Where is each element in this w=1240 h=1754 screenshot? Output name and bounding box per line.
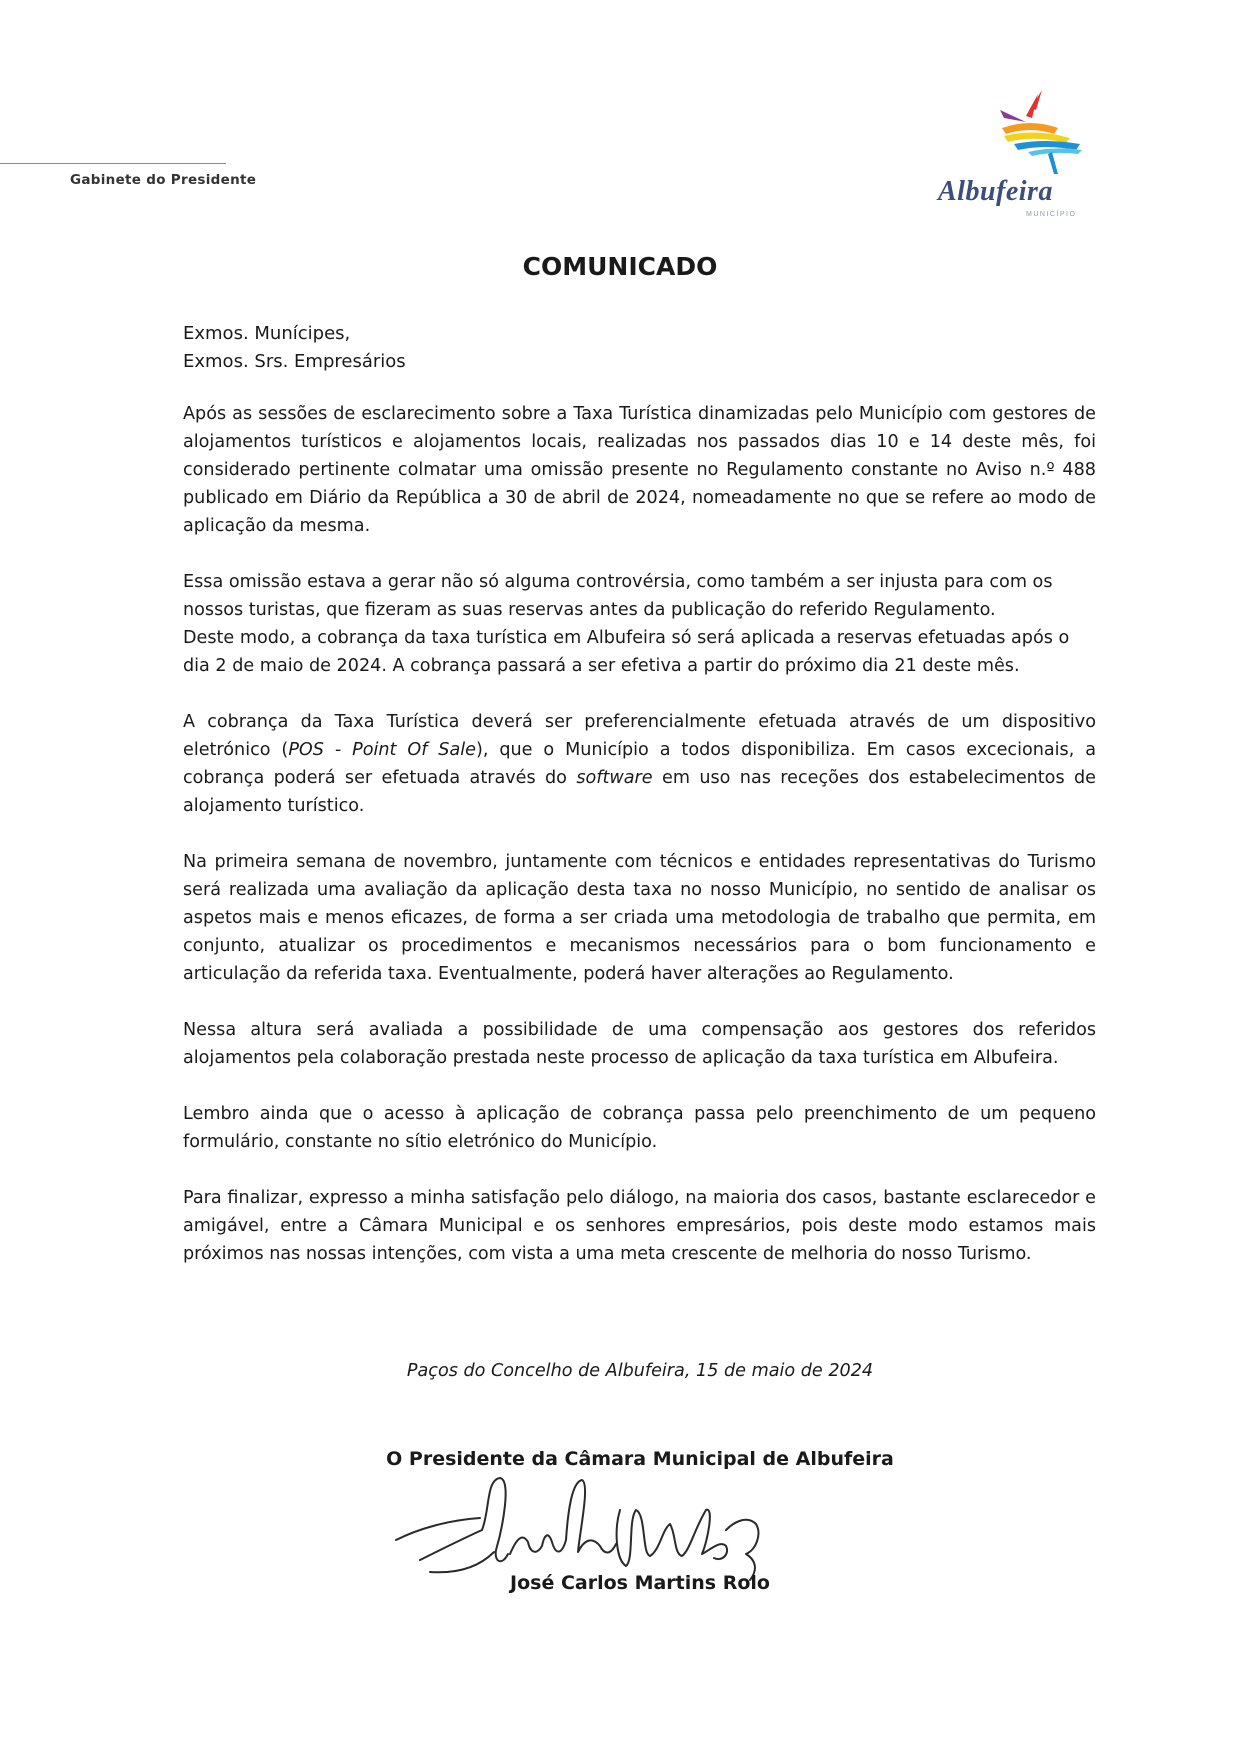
paragraph-1: Após as sessões de esclarecimento sobre a Taxa Turística dinamizadas pelo Município com gestores de alojamentos turísticos e alojamentos locais, realizadas nos passados dias 10 e 14 deste mês, foi considerado pertinente colmatar uma omissão presente no Regulamento constante no Aviso n.º 488 publicado em Diário da República a 30 de abril de 2024, nomeadamente no que se refere ao modo de aplicação da mesma. <box>183 404 1096 536</box>
logo-wordmark: Albufeira <box>938 176 1053 207</box>
document-title: COMUNICADO <box>522 252 718 281</box>
paragraph-2-line: Deste modo, a cobrança da taxa turística em Albufeira só será aplicada a reservas efetuadas após o <box>183 628 1070 648</box>
albufeira-logo <box>930 88 1130 218</box>
paragraph-2-line: nossos turistas, que fizeram as suas reservas antes da publicação do referido Regulamento. <box>183 600 996 620</box>
software-term: software <box>576 768 653 788</box>
paragraph-2-line: dia 2 de maio de 2024. A cobrança passará a ser efetiva a partir do próximo dia 21 deste mês. <box>183 656 1020 676</box>
salutation-line: Exmos. Munícipes, <box>183 323 351 344</box>
salutation <box>183 320 406 376</box>
paragraph-3-text: A cobrança da Taxa Turística deverá ser preferencialmente efetuada através de um dispositivo eletrónico ( <box>183 712 1096 760</box>
signatory-title: O Presidente da Câmara Municipal de Albufeira <box>386 1448 894 1470</box>
paragraph-6: Lembro ainda que o acesso à aplicação de cobrança passa pelo preenchimento de um pequeno formulário, constante no sítio eletrónico do Município. <box>183 1104 1096 1152</box>
pos-term: POS - Point Of Sale <box>288 740 476 760</box>
logo-subtext: MUNICÍPIO <box>1026 211 1077 218</box>
logo-star-icon <box>930 88 1130 178</box>
salutation-line: Exmos. Srs. Empresários <box>183 351 406 372</box>
paragraph-2-line: Essa omissão estava a gerar não só alguma controvérsia, como também a ser injusta para com os <box>183 572 1053 592</box>
header-rule <box>0 163 226 164</box>
paragraph-2 <box>183 568 1096 680</box>
office-label: Gabinete do Presidente <box>70 172 257 188</box>
place-date: Paços do Concelho de Albufeira, 15 de maio de 2024 <box>406 1361 874 1381</box>
paragraph-3-text: ), que o Município a todos disponibiliza. Em casos excecionais, a cobrança poderá ser efetuada através do <box>183 740 1097 788</box>
paragraph-7: Para finalizar, expresso a minha satisfação pelo diálogo, na maioria dos casos, bastante esclarecedor e amigável, entre a Câmara Municipal e os senhores empresários, pois deste modo estamos mais próximos nas nossas intenções, com vista a uma meta crescente de melhoria do nosso Turismo. <box>183 1188 1096 1264</box>
paragraph-3 <box>183 708 1096 820</box>
signatory-name: José Carlos Martins Rolo <box>510 1572 770 1594</box>
paragraph-5: Nessa altura será avaliada a possibilidade de uma compensação aos gestores dos referidos alojamentos pela colaboração prestada neste processo de aplicação da taxa turística em Albufeira. <box>183 1020 1096 1068</box>
paragraph-4: Na primeira semana de novembro, juntamente com técnicos e entidades representativas do Turismo será realizada uma avaliação da aplicação desta taxa no nosso Município, no sentido de analisar os aspetos mais e menos eficazes, de forma a ser criada uma metodologia de trabalho que permita, em conjunto, atualizar os procedimentos e mecanismos necessários para o bom funcionamento e articulação da referida taxa. Eventualmente, poderá haver alterações ao Regulamento. <box>183 852 1096 984</box>
paragraph-3-text: em uso nas receções dos estabelecimentos de alojamento turístico. <box>183 768 1096 816</box>
letter-body <box>183 400 1096 1296</box>
